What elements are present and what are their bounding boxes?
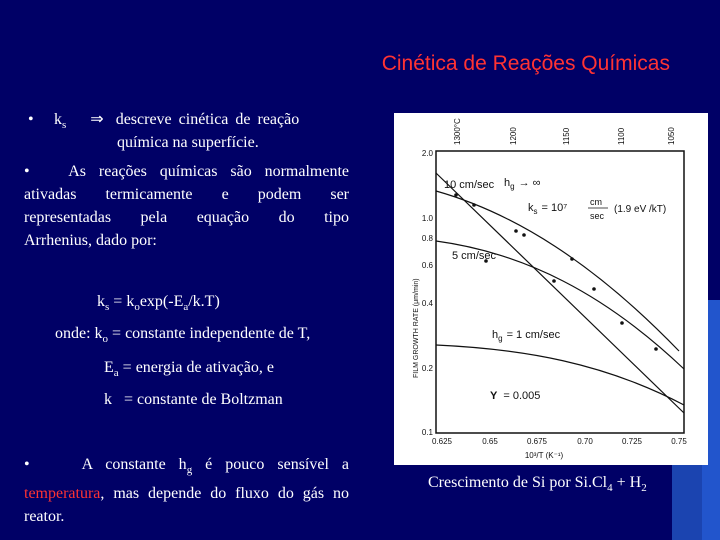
top-tick-1050: 1050	[667, 127, 676, 145]
bullet-marker: •	[28, 111, 34, 128]
svg-text:(1.9 eV /kT): (1.9 eV /kT)	[614, 204, 667, 215]
svg-text:cm: cm	[590, 197, 602, 207]
y-axis-label: FILM GROWTH RATE (μm/min)	[413, 278, 420, 378]
svg-text:Y= 0.005: Y = 0.005	[490, 390, 541, 402]
bullet1-line1: $k_s$ ⇒ descreve cinética de reação	[54, 111, 300, 132]
bullet1-line2: química na superfície.	[117, 134, 259, 151]
curve-1cm	[436, 345, 684, 405]
top-tick-1200: 1200	[509, 127, 518, 145]
y-tick-2.0: 2.0	[421, 149, 433, 158]
y-tick-0.1: 0.1	[421, 428, 433, 437]
x-tick-0.725: 0.725	[621, 437, 643, 446]
x-tick-0.65: 0.65	[482, 437, 498, 446]
bullet2-text: • As reações químicas são normalmente ativadas termicamente e podem ser representadas pela equação do tipo Arrhenius, dado por:	[24, 163, 350, 249]
svg-text:ks= 10⁷: $k_s = 10^7$	[528, 202, 568, 216]
svg-text:sec: sec	[590, 211, 605, 221]
y-tick-0.4: 0.4	[421, 299, 433, 308]
ea-definition: $E_a$ = energia de ativação, e	[104, 359, 274, 380]
plot-frame	[436, 151, 684, 433]
top-tick-1100: 1100	[617, 127, 626, 145]
top-tick-1150: 1150	[562, 127, 571, 145]
y-tick-0.8: 0.8	[421, 234, 433, 243]
x-tick-0.75: 0.75	[671, 437, 687, 446]
growth-rate-figure	[394, 113, 708, 465]
svg-text:hg→ ∞: $h_g$ → ∞	[504, 177, 541, 191]
onde-definition: onde: $k_o$ = constante independente de T,	[55, 325, 311, 346]
slide-title: Cinética de Reações Químicas	[381, 52, 670, 75]
x-tick-0.675: 0.675	[526, 437, 548, 446]
label-10cm: 10 cm/sec	[444, 179, 495, 191]
figure-caption: Crescimento de Si por $Si.Cl_4 + H_2$	[428, 474, 647, 495]
top-tick-1300: 1300°C	[453, 118, 462, 145]
y-tick-0.2: 0.2	[421, 364, 433, 373]
label-5cm: 5 cm/sec	[452, 250, 497, 262]
data-points	[454, 193, 658, 351]
curve-10cm	[436, 191, 679, 351]
plot-annotations	[444, 177, 666, 402]
y-tick-0.6: 0.6	[421, 261, 433, 270]
x-axis-label: 10³/T (K⁻¹)	[524, 451, 564, 460]
x-tick-0.625: 0.625	[431, 437, 453, 446]
y-tick-1.0: 1.0	[421, 214, 433, 223]
bullet3-text: • A constante $h_g$ é pouco sensível a temperatura, mas depende do fluxo do gás no reator.	[24, 456, 350, 526]
arrhenius-equation: $k_s = k_o\exp(-E_a/k.T)$	[97, 293, 220, 314]
x-tick-0.70: 0.70	[577, 437, 593, 446]
svg-text:hg= 1 cm/sec: $h_g = 1$ cm/sec	[492, 329, 561, 343]
arrhenius-plot	[394, 113, 708, 465]
k-definition: k = constante de Boltzman	[104, 391, 283, 408]
